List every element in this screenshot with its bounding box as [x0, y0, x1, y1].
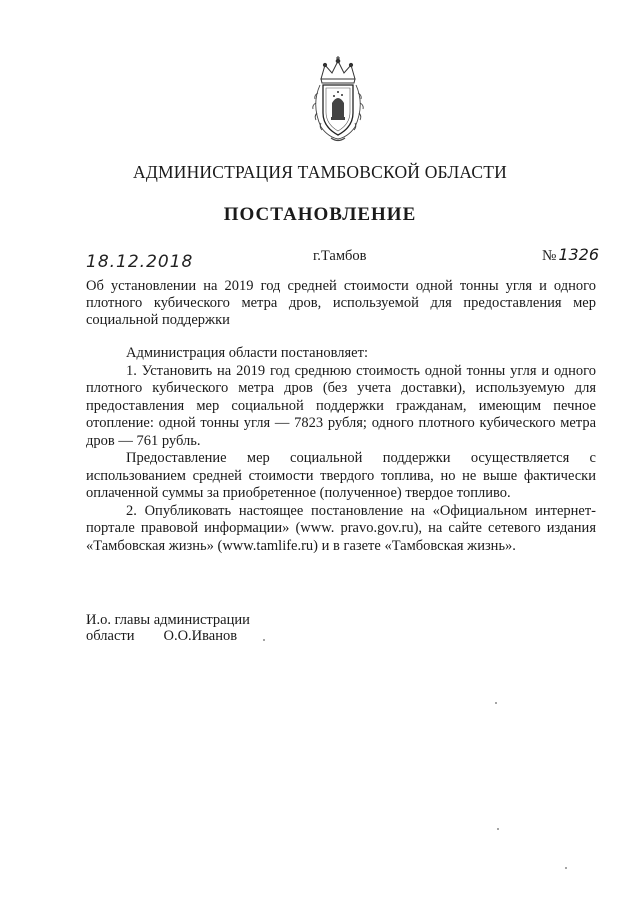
number-sign: № — [542, 248, 557, 264]
city-label: г.Тамбов — [313, 248, 367, 264]
signatory-name: О.О.Иванов — [163, 628, 238, 644]
body-paragraph-3: 2. Опубликовать настоящее постановление на «Официальном интернет-портале правовой информации» (www. pravo.gov.ru), на сайте сетевого издания «Тамбовская жизнь» (www.tamlife.ru) и в газете «Тамбовская жизнь». — [86, 502, 596, 554]
handwritten-number: 1326 — [558, 245, 600, 264]
scan-speck — [565, 867, 567, 869]
scan-speck — [263, 639, 265, 641]
signature-position: И.о. главы администрации — [86, 612, 250, 628]
signature-row — [86, 628, 250, 644]
scan-speck — [497, 828, 499, 830]
body-paragraph-1: 1. Установить на 2019 год среднюю стоимость одной тонны угля и одного плотного кубического метра дров (без учета доставки), используемую для предоставления мер социальной поддержки гражданам, имеющим печное отопление: одной тонны угля — 7823 рубля; одного плотного кубического метра дров — 761 рубль. — [86, 362, 596, 449]
handwritten-date: 18.12.2018 — [86, 252, 194, 272]
signature-block — [86, 612, 250, 644]
organization-title: АДМИНИСТРАЦИЯ ТАМБОВСКОЙ ОБЛАСТИ — [133, 162, 507, 182]
body-lead: Администрация области постановляет: — [126, 345, 368, 361]
document-type-title: ПОСТАНОВЛЕНИЕ — [223, 204, 417, 225]
document-number — [542, 245, 599, 265]
coat-of-arms-icon — [303, 55, 373, 145]
document-subject: Об установлении на 2019 год средней стоимости одной тонны угля и одного плотного кубического метра дров, используемой для предоставления мер социальной поддержки — [86, 278, 596, 328]
scan-speck — [495, 702, 497, 704]
body-paragraph-2: Предоставление мер социальной поддержки осуществляется с использованием средней стоимости твердого топлива, но не выше фактически оплаченной суммы за приобретенное (полученное) твердое топливо. — [86, 450, 596, 501]
document-body — [86, 345, 596, 555]
signature-position-cont: области — [86, 628, 135, 644]
